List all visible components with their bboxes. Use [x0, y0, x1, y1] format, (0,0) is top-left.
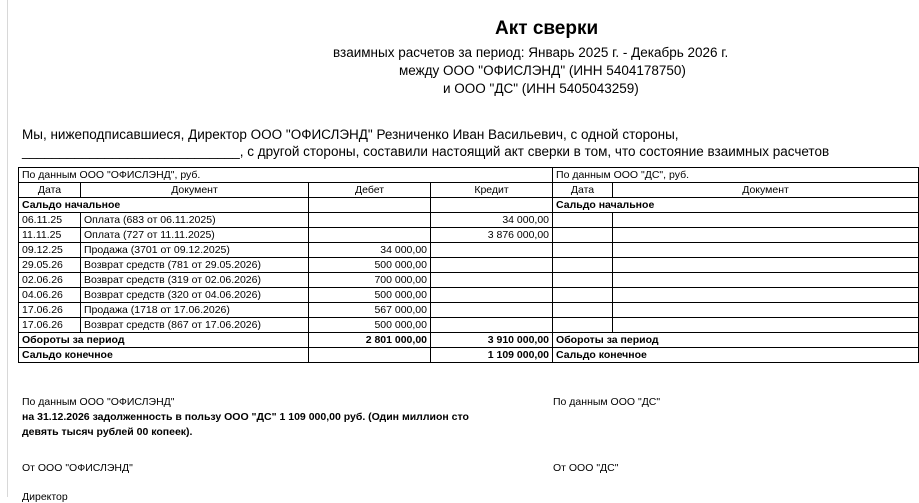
row-debit: 700 000,00 — [309, 273, 431, 288]
row-debit — [309, 213, 431, 228]
row-credit — [431, 303, 553, 318]
table-row — [19, 243, 919, 258]
page-edge — [7, 0, 8, 497]
row-debit: 567 000,00 — [309, 303, 431, 318]
col-document-right: Документ — [613, 183, 919, 198]
table-row — [19, 303, 919, 318]
row-document-right — [613, 228, 919, 243]
left-signature-from: От ООО "ОФИСЛЭНД" — [22, 462, 133, 474]
row-date-right — [553, 228, 613, 243]
col-debit: Дебет — [309, 183, 431, 198]
closing-debit — [309, 348, 431, 363]
row-document-right — [613, 288, 919, 303]
footer-left-party: По данным ООО "ОФИСЛЭНД" — [22, 396, 175, 408]
left-party-label: По данным ООО "ОФИСЛЭНД", руб. — [19, 168, 553, 183]
opening-debit — [309, 198, 431, 213]
row-date-right — [553, 273, 613, 288]
row-date-right — [553, 213, 613, 228]
row-document-right — [613, 243, 919, 258]
turnover-label: Обороты за период — [19, 333, 309, 348]
row-credit: 3 876 000,00 — [431, 228, 553, 243]
row-date: 17.06.26 — [19, 303, 81, 318]
row-document: Возврат средств (781 от 29.05.2026) — [81, 258, 309, 273]
row-date: 04.06.26 — [19, 288, 81, 303]
intro-line-2 — [22, 144, 829, 159]
row-credit — [431, 273, 553, 288]
row-debit: 500 000,00 — [309, 258, 431, 273]
opening-credit — [431, 198, 553, 213]
row-date-right — [553, 243, 613, 258]
row-credit — [431, 243, 553, 258]
right-party-label: По данным ООО "ДС", руб. — [553, 168, 919, 183]
row-debit — [309, 228, 431, 243]
row-document: Продажа (3701 от 09.12.2025) — [81, 243, 309, 258]
row-date-right — [553, 288, 613, 303]
turnover-label-right: Обороты за период — [553, 333, 919, 348]
row-document: Оплата (683 от 06.11.2025) — [81, 213, 309, 228]
row-document: Оплата (727 от 11.11.2025) — [81, 228, 309, 243]
row-date: 06.11.25 — [19, 213, 81, 228]
closing-balance-label-right: Сальдо конечное — [553, 348, 919, 363]
row-document-right — [613, 318, 919, 333]
col-credit: Кредит — [431, 183, 553, 198]
row-document: Возврат средств (319 от 02.06.2026) — [81, 273, 309, 288]
opening-balance-label: Сальдо начальное — [19, 198, 309, 213]
row-document: Возврат средств (867 от 17.06.2026) — [81, 318, 309, 333]
row-date: 29.05.26 — [19, 258, 81, 273]
col-date: Дата — [19, 183, 81, 198]
row-date-right — [553, 258, 613, 273]
footer-right-party: По данным ООО "ДС" — [553, 396, 661, 408]
reconciliation-table — [18, 167, 919, 363]
table-row — [19, 213, 919, 228]
row-date: 09.12.25 — [19, 243, 81, 258]
row-document: Возврат средств (320 от 04.06.2026) — [81, 288, 309, 303]
debt-statement-line-2: девять тысяч рублей 00 копеек). — [22, 426, 193, 438]
row-document-right — [613, 273, 919, 288]
table-row — [19, 258, 919, 273]
row-date-right — [553, 318, 613, 333]
row-credit: 34 000,00 — [431, 213, 553, 228]
row-date: 02.06.26 — [19, 273, 81, 288]
table-row — [19, 228, 919, 243]
intro-line-1: Мы, нижеподписавшиеся, Директор ООО "ОФИСЛЭНД" Резниченко Иван Васильевич, с одной стороны, — [22, 127, 679, 142]
opening-balance-label-right: Сальдо начальное — [553, 198, 919, 213]
col-document: Документ — [81, 183, 309, 198]
row-credit — [431, 258, 553, 273]
row-document-right — [613, 303, 919, 318]
row-document: Продажа (1718 от 17.06.2026) — [81, 303, 309, 318]
row-credit — [431, 288, 553, 303]
between-line: между ООО "ОФИСЛЭНД" (ИНН 5404178750) — [399, 63, 686, 78]
row-debit: 34 000,00 — [309, 243, 431, 258]
row-debit: 500 000,00 — [309, 288, 431, 303]
turnover-debit: 2 801 000,00 — [309, 333, 431, 348]
row-date: 17.06.26 — [19, 318, 81, 333]
right-signature-from: От ООО "ДС" — [553, 462, 619, 474]
document-title: Акт сверки — [495, 18, 599, 39]
row-date: 11.11.25 — [19, 228, 81, 243]
closing-credit: 1 109 000,00 — [431, 348, 553, 363]
table-row — [19, 318, 919, 333]
period-line: взаимных расчетов за период: Январь 2025 г. - Декабрь 2026 г. — [333, 45, 729, 60]
table-row — [19, 288, 919, 303]
intro-line-2-text: , с другой стороны, составили настоящий акт сверки в том, что состояние взаимных расчетов — [239, 144, 830, 159]
and-line: и ООО "ДС" (ИНН 5405043259) — [443, 81, 639, 96]
row-debit: 500 000,00 — [309, 318, 431, 333]
left-signatory-role: Директор — [22, 491, 68, 503]
debt-statement-line-1: на 31.12.2026 задолженность в пользу ООО "ДС" 1 109 000,00 руб. (Один миллион сто — [22, 411, 469, 423]
table-row — [19, 273, 919, 288]
row-document-right — [613, 213, 919, 228]
turnover-credit: 3 910 000,00 — [431, 333, 553, 348]
row-date-right — [553, 303, 613, 318]
signatory-blank: _____________________________ — [22, 144, 240, 159]
row-document-right — [613, 258, 919, 273]
closing-balance-label: Сальдо конечное — [19, 348, 309, 363]
row-credit — [431, 318, 553, 333]
col-date-right: Дата — [553, 183, 613, 198]
